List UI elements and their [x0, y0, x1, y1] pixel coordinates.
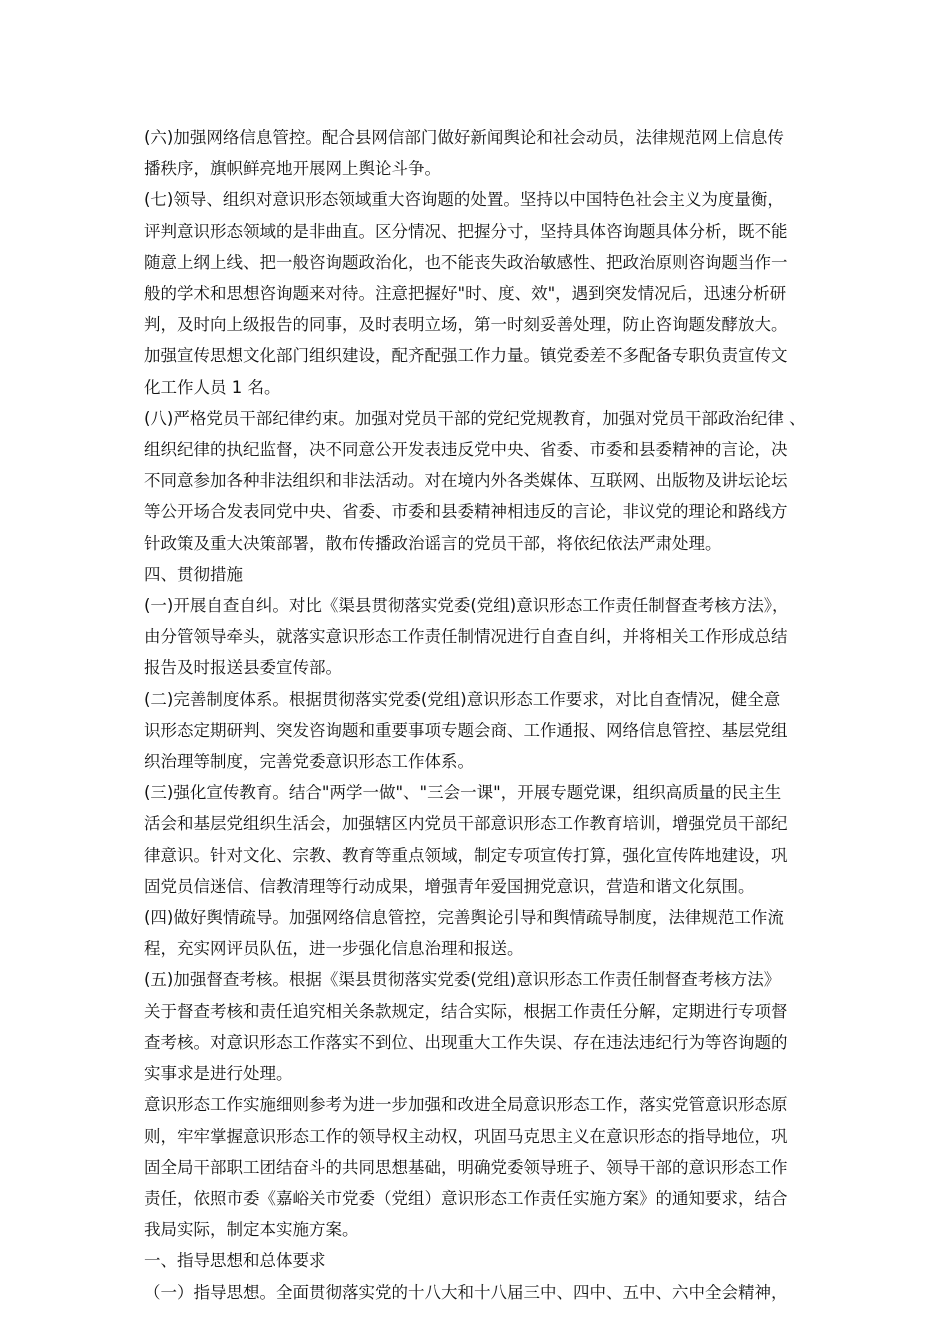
text-line: 固党员信迷信、信教清理等行动成果，增强青年爱国拥党意识，营造和谐文化氛围。 — [144, 876, 755, 896]
document-body — [144, 122, 814, 1308]
text-line: (八)严格党员干部纪律约束。加强对党员干部的党纪党规教育，加强对党员干部政治纪律 、 — [144, 408, 806, 428]
text-line: (六)加强网络信息管控。配合县网信部门做好新闻舆论和社会动员，法律规范网上信息传 — [144, 128, 784, 147]
text-line: (五)加强督查考核。根据《渠县贯彻落实党委(党组)意识形态工作责任制督查考核方法》 — [144, 970, 781, 990]
text-line: 意识形态工作实施细则参考为进一步加强和改进全局意识形态工作，落实党管意识形态原 — [144, 1095, 788, 1115]
text-line: 则，牢牢掌握意识形态工作的领导权主动权，巩固马克思主义在意识形态的指导地位，巩 — [144, 1126, 788, 1146]
text-line: (三)强化宣传教育。结合"两学一做"、"三会一课"，开展专题党课，组织高质量的民主生 — [144, 783, 782, 803]
text-line: 报告及时报送县委宣传部。 — [144, 658, 342, 678]
text-line: 一、指导思想和总体要求 — [144, 1251, 326, 1271]
text-line: 律意识。针对文化、宗教、教育等重点领域，制定专项宣传打算，强化宣传阵地建设，巩 — [144, 845, 788, 865]
text-line: 评判意识形态领域的是非曲直。区分情况、把握分寸，坚持具体咨询题具体分析，既不能 — [144, 221, 788, 241]
text-line: 固全局干部职工团结奋斗的共同思想基础，明确党委领导班子、领导干部的意识形态工作 — [144, 1157, 788, 1177]
text-line: (一)开展自查自纠。对比《渠县贯彻落实党委(党组)意识形态工作责任制督查考核方法》， — [144, 596, 789, 616]
text-line: (二)完善制度体系。根据贯彻落实党委(党组)意识形态工作要求，对比自查情况，健全意 — [144, 689, 781, 709]
text-line: 等公开场合发表同党中央、省委、市委和县委精神相违反的言论，非议党的理论和路线方 — [144, 502, 788, 522]
text-line: 组织纪律的执纪监督，决不同意公开发表违反党中央、省委、市委和县委精神的言论，决 — [144, 440, 788, 460]
text-line: 程，充实网评员队伍，进一步强化信息治理和报送。 — [144, 939, 524, 959]
text-line: 化工作人员 1 名。 — [144, 377, 281, 397]
text-line: (四)做好舆情疏导。加强网络信息管控，完善舆论引导和舆情疏导制度，法律规范工作流 — [144, 908, 784, 928]
text-line: （一）指导思想。全面贯彻落实党的十八大和十八届三中、四中、五中、六中全会精神， — [144, 1282, 788, 1302]
text-line: 责任，依照市委《嘉峪关市党委（党组）意识形态工作责任实施方案》的通知要求，结合 — [144, 1188, 788, 1208]
text-line: 由分管领导牵头，就落实意识形态工作责任制情况进行自查自纠，并将相关工作形成总结 — [144, 627, 788, 647]
text-line: 判，及时向上级报告的同事，及时表明立场，第一时刻妥善处理，防止咨询题发酵放大。 — [144, 315, 788, 335]
text-line: 针政策及重大决策部署，散布传播政治谣言的党员干部，将依纪依法严肃处理。 — [144, 533, 722, 553]
text-line: 四、贯彻措施 — [144, 564, 243, 584]
text-line: 织治理等制度，完善党委意识形态工作体系。 — [144, 752, 474, 772]
text-line: 实事求是进行处理。 — [144, 1064, 293, 1084]
text-line: 识形态定期研判、突发咨询题和重要事项专题会商、工作通报、网络信息管控、基层党组 — [144, 720, 788, 740]
text-line: 随意上纲上线、把一般咨询题政治化，也不能丧失政治敏感性、把政治原则咨询题当作一 — [144, 252, 788, 272]
text-line: (七)领导、组织对意识形态领域重大咨询题的处置。坚持以中国特色社会主义为度量衡， — [144, 190, 784, 210]
text-line: 加强宣传思想文化部门组织建设，配齐配强工作力量。镇党委差不多配备专职负责宣传文 — [144, 346, 788, 366]
text-line: 般的学术和思想咨询题来对待。注意把握好"时、度、效"，遇到突发情况后，迅速分析研 — [144, 284, 787, 304]
text-line: 不同意参加各种非法组织和非法活动。对在境内外各类媒体、互联网、出版物及讲坛论坛 — [144, 471, 788, 491]
text-line: 关于督查考核和责任追究相关条款规定，结合实际，根据工作责任分解，定期进行专项督 — [144, 1001, 788, 1021]
text-line: 活会和基层党组织生活会，加强辖区内党员干部意识形态工作教育培训，增强党员干部纪 — [144, 814, 788, 834]
text-line: 查考核。对意识形态工作落实不到位、出现重大工作失误、存在违法违纪行为等咨询题的 — [144, 1032, 788, 1052]
text-line: 我局实际，制定本实施方案。 — [144, 1220, 359, 1240]
text-line: 播秩序，旗帜鲜亮地开展网上舆论斗争。 — [144, 159, 441, 179]
